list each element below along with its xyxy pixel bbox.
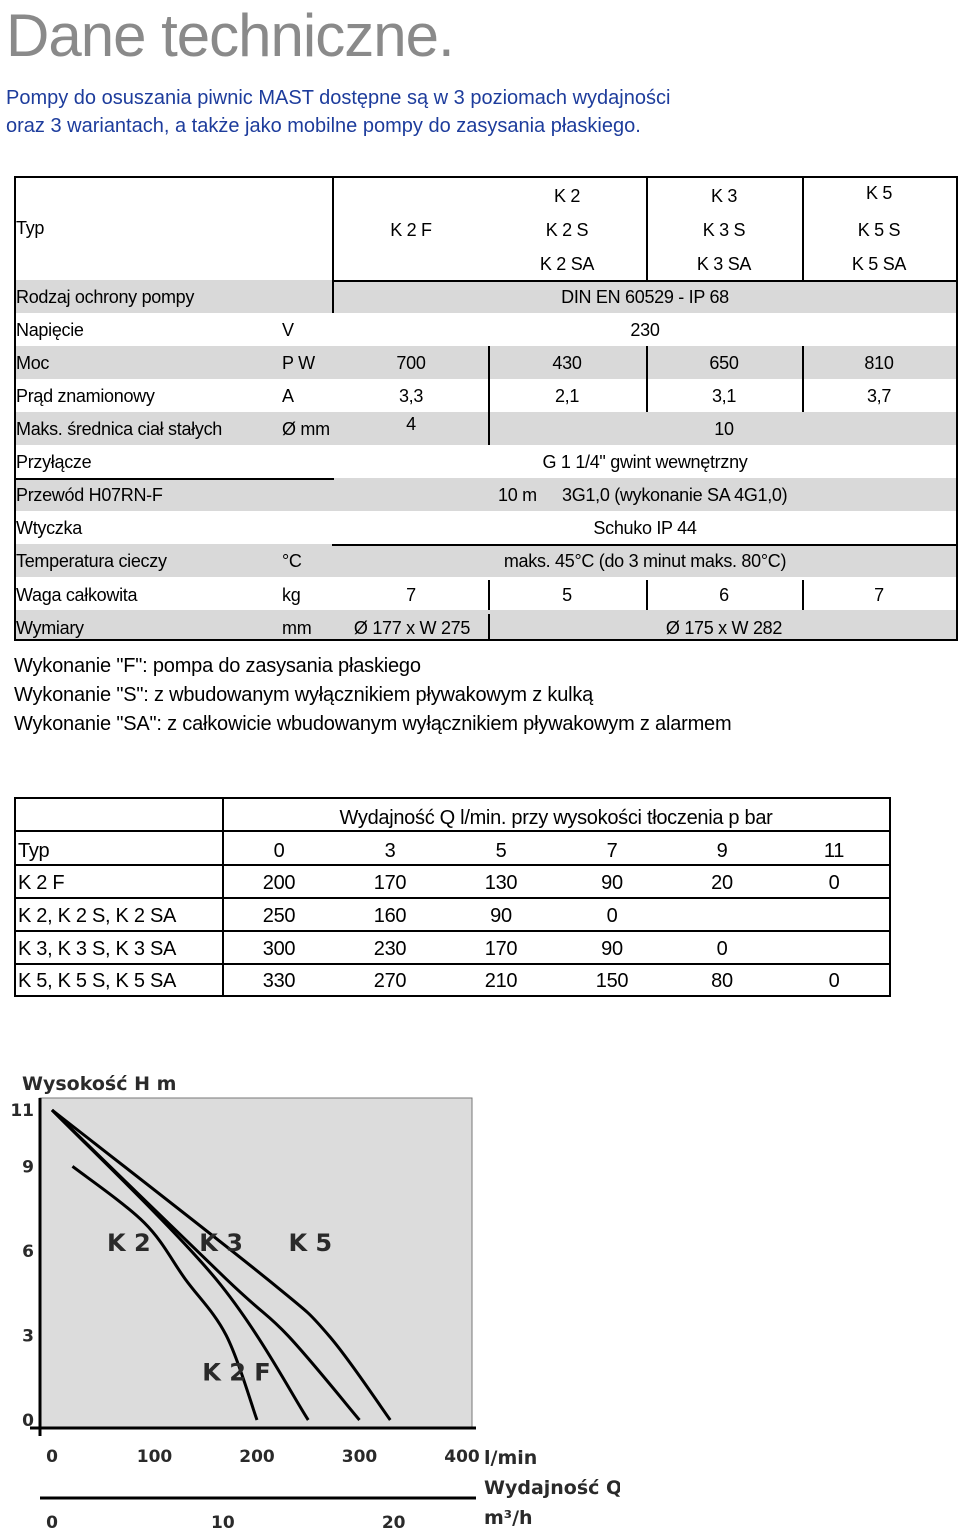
- protection-value: DIN EN 60529 - IP 68: [561, 287, 729, 307]
- type-label: Typ: [16, 218, 45, 238]
- curve-label: K 2 F: [202, 1358, 271, 1387]
- flow-value: 0: [828, 872, 840, 894]
- x-tick-label: 0: [46, 1447, 58, 1467]
- current-value: 3,1: [711, 386, 737, 406]
- y-tick-label: 3: [22, 1326, 34, 1347]
- flow-value: 300: [262, 938, 296, 960]
- note-line: Wykonanie "F": pompa do zasysania płaskiego: [14, 655, 421, 677]
- weight-unit: kg: [282, 585, 301, 605]
- flow-value: 200: [262, 872, 296, 894]
- flow-row-label: K 3, K 3 S, K 3 SA: [18, 938, 177, 960]
- model-k3sa: K 3 SA: [696, 254, 752, 274]
- y-tick-label: 11: [10, 1101, 34, 1121]
- current-label: Prąd znamionowy: [16, 386, 155, 406]
- curve-label: K 5: [288, 1228, 333, 1257]
- divider: [16, 864, 889, 866]
- flow-type-label: Typ: [18, 840, 50, 862]
- model-k2sa: K 2 SA: [539, 254, 595, 274]
- flow-value: 230: [373, 938, 407, 960]
- divider: [488, 614, 490, 641]
- flow-value: 330: [262, 970, 296, 992]
- power-value: 430: [552, 353, 582, 373]
- divider: [802, 346, 804, 412]
- flow-value: 150: [595, 970, 629, 992]
- power-value: 700: [396, 353, 426, 373]
- solids-value: 4: [406, 414, 416, 434]
- current-value: 3,3: [398, 386, 424, 406]
- divider: [332, 176, 334, 280]
- flow-value: 90: [601, 938, 623, 960]
- power-label: Moc: [16, 353, 50, 373]
- curve-label: K 3: [199, 1228, 243, 1257]
- divider: [14, 478, 334, 480]
- flow-value: 210: [484, 970, 518, 992]
- flow-value: 170: [373, 872, 407, 894]
- current-value: 2,1: [554, 386, 580, 406]
- divider: [646, 176, 648, 280]
- plug-value: Schuko IP 44: [593, 518, 697, 538]
- flow-value: 90: [490, 905, 512, 927]
- x-axis-label: Wydajność Q: [484, 1477, 620, 1499]
- pressure-value: 5: [495, 840, 507, 862]
- divider: [646, 580, 648, 610]
- solids-value: 10: [714, 419, 734, 439]
- variant-notes: [14, 652, 731, 739]
- model-k5s: K 5 S: [857, 220, 901, 240]
- voltage-value: 230: [630, 320, 660, 340]
- weight-value: 7: [874, 585, 884, 605]
- flow-value: 250: [262, 905, 296, 927]
- divider: [802, 176, 804, 280]
- model-k3: K 3: [710, 186, 738, 206]
- power-value: 650: [709, 353, 739, 373]
- divider: [16, 930, 889, 932]
- current-value: 3,7: [866, 386, 892, 406]
- temperature-label: Temperatura cieczy: [16, 551, 167, 571]
- power-unit: P W: [282, 353, 315, 373]
- protection-label: Rodzaj ochrony pompy: [16, 287, 195, 307]
- divider: [16, 830, 889, 832]
- solids-label: Maks. średnica ciał stałych: [16, 419, 222, 439]
- spec-table: [14, 176, 958, 641]
- intro-line: Pompy do osuszania piwnic MAST dostępne są w 3 poziomach wydajności: [6, 87, 671, 109]
- divider: [332, 280, 956, 282]
- x-tick-label-secondary: 10: [210, 1513, 235, 1529]
- weight-value: 7: [406, 585, 416, 605]
- dimensions-value: Ø 177 x W 275: [353, 618, 471, 638]
- x-unit-primary: l/min: [484, 1447, 538, 1469]
- x-tick-label: 300: [341, 1447, 378, 1467]
- cable-value: 3G1,0 (wykonanie SA 4G1,0): [562, 485, 788, 505]
- page-title: Dane techniczne.: [6, 2, 454, 69]
- flow-value: 20: [711, 872, 733, 894]
- power-value: 810: [864, 353, 894, 373]
- flow-value: 90: [601, 872, 623, 894]
- weight-label: Waga całkowita: [16, 585, 138, 605]
- divider: [332, 280, 334, 313]
- model-k5sa: K 5 SA: [851, 254, 907, 274]
- cable-length: 10 m: [498, 485, 537, 505]
- voltage-label: Napięcie: [16, 320, 84, 340]
- flow-row-label: K 2 F: [18, 872, 65, 894]
- divider: [646, 346, 648, 412]
- dimensions-unit: mm: [282, 618, 312, 638]
- cable-label: Przewód H07RN-F: [16, 485, 163, 505]
- curve-label: K 2: [107, 1228, 151, 1257]
- x-tick-label: 200: [239, 1447, 275, 1467]
- divider: [16, 897, 889, 899]
- model-k5: K 5: [865, 183, 893, 203]
- divider: [16, 963, 889, 965]
- flow-value: 0: [606, 905, 618, 927]
- pressure-value: 9: [716, 840, 728, 862]
- note-line: Wykonanie "S": z wbudowanym wyłącznikiem pływakowym z kulką: [14, 684, 594, 706]
- divider: [802, 580, 804, 610]
- x-tick-label-secondary: 20: [381, 1513, 406, 1529]
- connection-label: Przyłącze: [16, 452, 92, 472]
- flow-value: 0: [828, 970, 840, 992]
- voltage-unit: V: [282, 320, 294, 340]
- x-tick-label: 400: [444, 1447, 480, 1467]
- model-k2f: K 2 F: [390, 220, 432, 240]
- flow-value: 160: [373, 905, 407, 927]
- divider: [332, 544, 956, 546]
- divider: [488, 580, 490, 610]
- flow-header: Wydajność Q l/min. przy wysokości tłoczenia p bar: [339, 807, 773, 829]
- pump-curve-svg: [0, 1062, 620, 1529]
- dimensions-value: Ø 175 x W 282: [665, 618, 783, 638]
- y-tick-label: 9: [22, 1157, 34, 1178]
- x-tick-label-secondary: 0: [46, 1513, 58, 1529]
- pressure-value: 0: [273, 840, 285, 862]
- pump-curve-chart: [0, 1062, 620, 1529]
- pressure-value: 7: [606, 840, 618, 862]
- flow-row-label: K 5, K 5 S, K 5 SA: [18, 970, 177, 992]
- spec-frame: [14, 176, 958, 641]
- solids-unit: Ø mm: [282, 419, 330, 439]
- plug-label: Wtyczka: [16, 518, 82, 538]
- connection-value: G 1 1/4" gwint wewnętrzny: [542, 452, 748, 472]
- temperature-value: maks. 45°C (do 3 minut maks. 80°C): [503, 551, 787, 571]
- flow-value: 270: [373, 970, 407, 992]
- temperature-unit: °C: [282, 551, 302, 571]
- flow-value: 80: [711, 970, 733, 992]
- flow-row-label: K 2, K 2 S, K 2 SA: [18, 905, 177, 927]
- model-k2s: K 2 S: [545, 220, 589, 240]
- flow-value: 0: [716, 938, 728, 960]
- flow-table: [14, 797, 891, 997]
- x-unit-secondary: m³/h: [484, 1507, 533, 1529]
- pressure-value: 3: [384, 840, 396, 862]
- x-tick-label: 100: [136, 1447, 173, 1467]
- current-unit: A: [282, 386, 294, 406]
- y-tick-label: 0: [22, 1411, 34, 1431]
- intro-text: [6, 84, 706, 140]
- flow-value: 170: [484, 938, 518, 960]
- weight-value: 6: [719, 585, 729, 605]
- flow-value: 130: [484, 872, 518, 894]
- y-tick-label: 6: [22, 1241, 34, 1262]
- model-k2: K 2: [553, 186, 581, 206]
- intro-line: oraz 3 wariantach, a także jako mobilne pompy do zasysania płaskiego.: [6, 115, 641, 137]
- model-k3s: K 3 S: [702, 220, 746, 240]
- dimensions-label: Wymiary: [16, 618, 84, 638]
- pressure-value: 11: [823, 840, 845, 862]
- divider: [488, 412, 490, 445]
- divider: [488, 346, 490, 412]
- weight-value: 5: [562, 585, 572, 605]
- y-axis-label: Wysokość H m: [22, 1073, 177, 1095]
- note-line: Wykonanie "SA": z całkowicie wbudowanym wyłącznikiem pływakowym z alarmem: [14, 713, 732, 735]
